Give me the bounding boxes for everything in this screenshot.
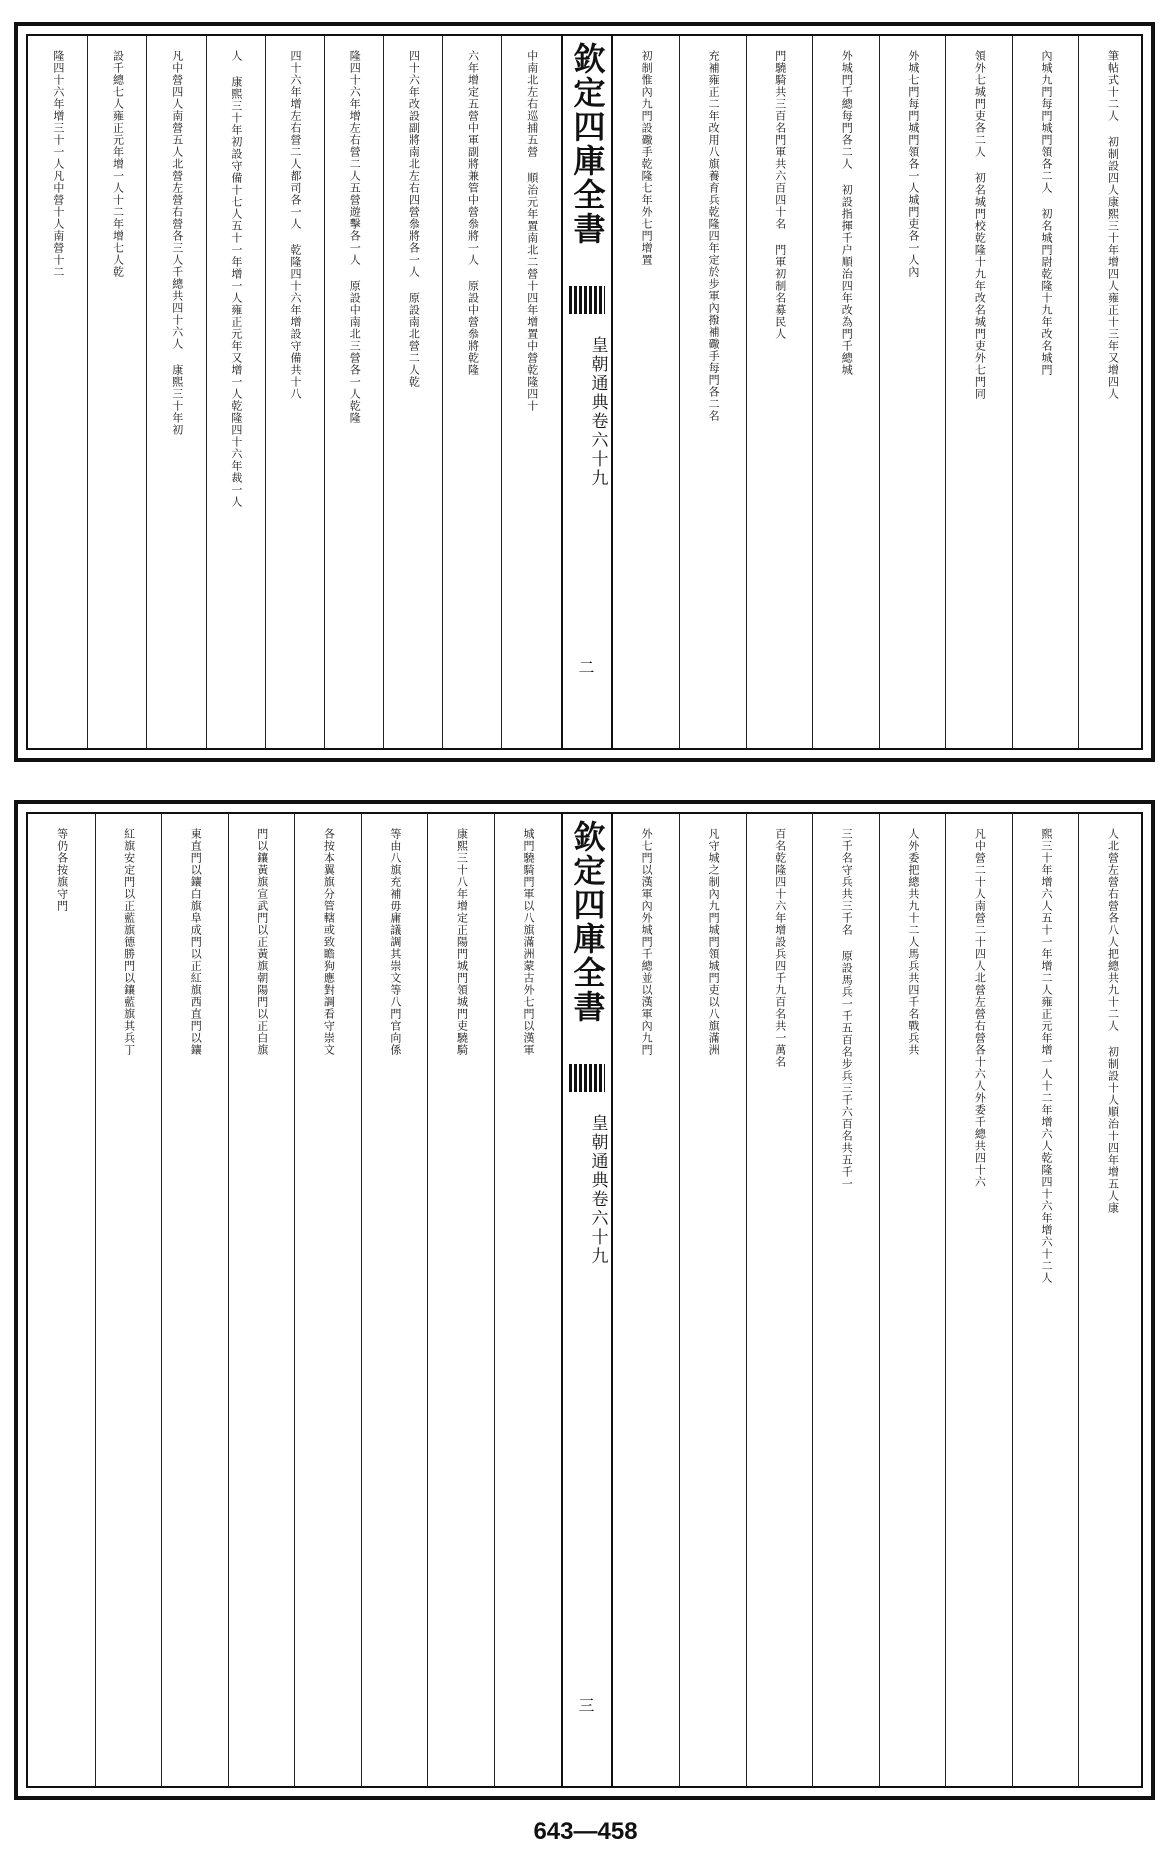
column-text: 熙三十年增六人五十一年增二人雍正元年增一人十二年增六人乾隆四十六年增六十二人 (1039, 828, 1053, 1284)
text-column (361, 814, 428, 1786)
column-text: 人外委把總共九十二人馬兵共四千名戰兵共 (906, 828, 920, 1056)
text-column (746, 814, 813, 1786)
column-text: 凡中營二十人南營二十四人北營左營右營各十六人外委千總共四十六 (973, 828, 987, 1188)
text-column (265, 36, 324, 748)
column-text: 隆四十六年增左右營二人五營遊擊各一人 原設中南北三營各一人乾隆 (348, 50, 362, 424)
book-spine (561, 36, 613, 748)
text-column (383, 36, 442, 748)
text-column (161, 814, 228, 1786)
column-text: 等仍各按旗守門 (55, 828, 69, 912)
column-text: 各按本翼旗分管轄或致瞻狗應對調看守崇文 (322, 828, 336, 1056)
column-text: 紅旗安定門以正藍旗德勝門以鑲藍旗其兵丁 (122, 828, 136, 1056)
column-text: 凡守城之制內九門城門領城門吏以八旗滿洲 (707, 828, 721, 1056)
text-column (294, 814, 361, 1786)
column-text: 城門驍騎門軍以八旗滿洲蒙古外七門以漢軍 (522, 828, 536, 1056)
text-column (746, 36, 813, 748)
page-top-frame (26, 34, 1143, 750)
book-title: 欽定四庫全書 (568, 42, 607, 246)
book-spine (561, 814, 613, 1786)
spine-section-title: 皇朝通典卷六十九 (587, 336, 608, 488)
page-bottom-frame (26, 812, 1143, 1788)
column-text: 初制惟內九門設礮手乾隆七年外七門增置 (640, 50, 654, 266)
column-text: 中南北左右巡捕五營 順治元年置南北二營十四年增置中營乾隆四十 (525, 50, 539, 412)
catalog-number: 643—458 (533, 1818, 638, 1845)
text-column (206, 36, 265, 748)
column-text: 領外七城門吏各二人 初名城門校乾隆十九年改名城門吏外七門同 (973, 50, 987, 400)
text-column (494, 814, 561, 1786)
text-column (28, 36, 87, 748)
text-column (1078, 36, 1145, 748)
column-text: 外城七門每門城門領各一人城門吏各一人內 (906, 50, 920, 278)
text-column (1078, 814, 1145, 1786)
column-text: 康熙三十八年增定正陽門城門領城門吏驍騎 (455, 828, 469, 1056)
text-column (613, 36, 680, 748)
column-text: 凡中營四人南營五人北營左營右營各三人千總共四十六人 康熙三十年初 (170, 50, 184, 436)
column-text: 內城九門每門城門領各二人 初名城門尉乾隆十九年改名城門 (1039, 50, 1053, 376)
text-column (442, 36, 501, 748)
text-column (812, 36, 879, 748)
text-column (87, 36, 146, 748)
text-column (945, 814, 1012, 1786)
text-column (679, 36, 746, 748)
text-column (945, 36, 1012, 748)
column-text: 六年增定五營中軍副將兼管中營叅將一人 原設中營叅將乾隆 (466, 50, 480, 376)
text-column (427, 814, 494, 1786)
column-text: 外城門千總每門各二人 初設指揮千户順治四年改為門千總城 (840, 50, 854, 376)
spine-section-title: 皇朝通典卷六十九 (587, 1114, 608, 1266)
column-text: 外七門以漢軍內外城門千總並以漢軍內九門 (640, 828, 654, 1056)
text-column (812, 814, 879, 1786)
column-text: 三千名守兵共三千名 原設馬兵一千五百名步兵三千六百名共五千一 (840, 828, 854, 1190)
column-text: 門驍騎共三百名門軍共六百四十名 門軍初制名募民人 (773, 50, 787, 340)
text-column (879, 814, 946, 1786)
page-bottom (14, 800, 1155, 1800)
column-text: 四十六年改設副將南北左右四營叅將各一人 原設南北營二人乾 (407, 50, 421, 388)
column-text: 人 康熙三十年初設守備十七人五十一年增一人雍正元年又增一人乾隆四十六年裁一人 (229, 50, 243, 508)
column-text: 門以鑲黃旗宣武門以正黃旗朝陽門以正白旗 (255, 828, 269, 1056)
text-column (28, 814, 95, 1786)
text-column (146, 36, 205, 748)
column-text: 百名乾隆四十六年增設兵四千九百名共一萬名 (773, 828, 787, 1068)
column-text: 等由八旗充補毋庸議調其崇文等八門官向係 (388, 828, 402, 1056)
column-text: 人北營左營右營各八人把總共九十二人 初制設十人順治十四年增五人康 (1106, 828, 1120, 1214)
column-text: 充補雍正二年改用八旗養育兵乾隆四年定於步軍內撥補礮手每門各二名 (707, 50, 721, 422)
text-column (1012, 814, 1079, 1786)
page-number: 三 (578, 1696, 595, 1715)
page-number: 二 (578, 658, 595, 677)
text-column (95, 814, 162, 1786)
book-title: 欽定四庫全書 (568, 820, 607, 1024)
text-column (613, 814, 680, 1786)
text-column (324, 36, 383, 748)
column-text: 四十六年增左右營二人都司各一人 乾隆四十六年增設守備共十八 (289, 50, 303, 400)
column-text: 東直門以鑲白旗阜成門以正紅旗西直門以鑲 (189, 828, 203, 1056)
text-column (228, 814, 295, 1786)
column-text: 設千總七人雍正元年增一人十二年增七人乾 (111, 50, 125, 278)
page-top (14, 22, 1155, 762)
fish-tail-mark (569, 286, 605, 314)
text-column (879, 36, 946, 748)
fish-tail-mark (569, 1064, 605, 1092)
column-text: 隆四十六年增三十一人凡中營十人南營十二 (51, 50, 65, 278)
text-column (1012, 36, 1079, 748)
text-column (679, 814, 746, 1786)
text-column (501, 36, 560, 748)
column-text: 筆帖式十二人 初制設四人康熙三十年增四人雍正十三年又增四人 (1106, 50, 1120, 400)
